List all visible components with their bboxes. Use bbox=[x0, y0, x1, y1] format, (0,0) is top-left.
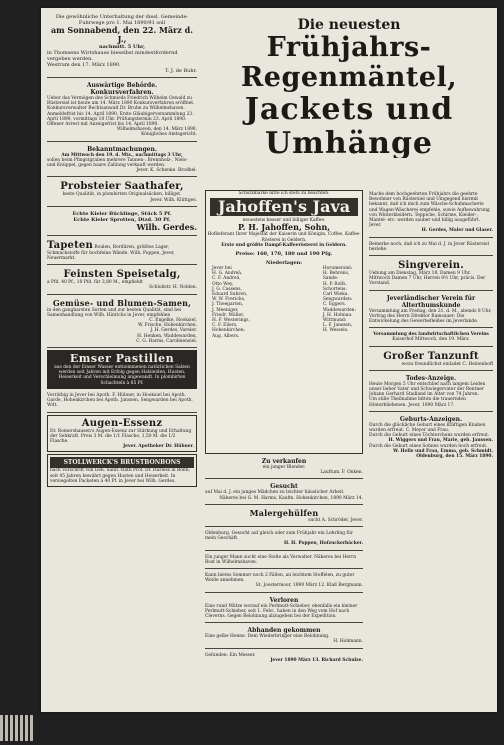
intro-line: Fuhrwege pro 1. Mai 1890/91 soll bbox=[78, 20, 166, 26]
verkaufen-text: ein junger Blender. bbox=[262, 465, 306, 470]
java-sub3: Erste und größte Dampf-Kaffeerösterei in Geldern. bbox=[221, 242, 347, 248]
intro-line: in Thomsens Wirtshause hieselbst mindestfordernd bbox=[47, 50, 178, 56]
pastillen-text: aus den der Emser Wasser entnommenen natürlichen Salzen werden seit Jahren mit Erfolg gegen Halsleiden, Husten, Heiserkeit und Verschleimung angewandt. In plombirten Schachteln à 85 Pf. bbox=[54, 365, 190, 386]
emser-pastillen-ad bbox=[47, 350, 197, 389]
bekanntmachung-notice bbox=[47, 144, 197, 178]
speisetalg-title: Feinsten Speisetalg, bbox=[63, 269, 181, 281]
konkurs-title: Konkursverfahren. bbox=[90, 89, 154, 96]
bekannt-title: Bekanntmachungen. bbox=[87, 145, 157, 153]
java-places-right bbox=[323, 266, 356, 339]
gemuese-name: C. G. Harms, Carolinensiel. bbox=[136, 338, 197, 344]
verloren-text: Eine rund Mütze worauf ein Perlmutt-Schieber, ebenfalls ein kleiner Perlmutt-Schieber, seit 1. Febr., haben in den Weg vom Hof nach Cleverns. Gegen Belohnung abzugeben bei der Expedition. bbox=[205, 603, 358, 620]
java-niederlagen: Niederlagen: bbox=[265, 260, 303, 267]
kieler-line: Echte Kieler Bücklinge, Stück 5 Pf. bbox=[72, 210, 172, 217]
augen-title: Augen-Essenz bbox=[81, 417, 163, 429]
intro-line: Die gewöhnliche Unterhaltung der diesl. Gemeinde- bbox=[55, 14, 189, 20]
pastillen-title: Emser Pastillen bbox=[69, 352, 175, 366]
geburt-ad bbox=[369, 414, 493, 462]
place: H. G. Andreä, bbox=[212, 271, 243, 277]
tapeten-title: Tapeten bbox=[47, 239, 93, 251]
announcement-roads bbox=[47, 12, 197, 78]
geburt-text1: Durch die glückliche Geburt eines kräftigen Knaben wurden erfreut. C. Meyer und Frau. bbox=[369, 422, 486, 434]
intro-line: nachmitt. 5 Uhr, bbox=[98, 44, 146, 50]
tanz-ad bbox=[369, 349, 493, 371]
augen-essenz-ad bbox=[47, 415, 197, 453]
kieler-sign: Wilh. Gerdes. bbox=[136, 221, 197, 232]
jever-text: Versammlung am Freitag, den 21. d. M., abends 8 Uhr, Vortrag des Herrn Direktor Ramsauer: Die Entwickelung des Gewerbefleißes im Jeverlande. bbox=[369, 308, 492, 325]
java-prices: Preise: 160, 170, 180 und 190 Pfg. bbox=[235, 251, 333, 258]
intro-ad bbox=[369, 190, 493, 238]
place: W. W. Frerichs, bbox=[212, 297, 246, 303]
todes-sign: Um stille Theilnahme bitten die trauernden Hinterbliebenen. Jever, 1890 März 17. bbox=[369, 397, 466, 408]
bemerke-text: Bemerke noch, daß ich zu Mai d. J. in Jever Rüstersiel beziehe. bbox=[369, 241, 490, 252]
place: H. Behrens, bbox=[322, 271, 350, 277]
abhanden-text: Eine gelbe Henne. Dem Wiederbringer eine Belohnung. bbox=[205, 634, 330, 640]
maler-title: Malergehülfen bbox=[249, 507, 319, 518]
behoerde-title: Auswärtige Behörde. bbox=[86, 82, 158, 89]
mendelsohn-banner-ad bbox=[205, 18, 493, 158]
oldenburg-sign: H. H. Poppen, Hofzuckerbäcker. bbox=[283, 541, 363, 547]
singverein-ad bbox=[369, 258, 493, 291]
augen-text: Dr. Romershausen's Augen-Essenz zur Stärkung und Erhaltung der Sehkraft. Preis 3 M. die 1/1 Flasche, 1,50 M. die 1/2 Flasche. bbox=[50, 428, 192, 444]
java-top: Schutzmarke bitte ich stets zu beachten. bbox=[238, 191, 330, 196]
java-sub2: Hoflieferant Ihrer Majestät der Kaiserin und Königin, Coffee, Kaffee-Rösterei in Geldern. bbox=[207, 232, 361, 243]
place: H. Wessels. bbox=[322, 328, 349, 334]
place: Hohenkirchen: bbox=[212, 328, 246, 334]
intro-line: am Sonnabend, den 22. März d. J., bbox=[51, 25, 193, 44]
bemerke-ad bbox=[369, 240, 493, 256]
library-logo bbox=[0, 715, 50, 745]
todes-ad bbox=[369, 373, 493, 412]
tanz-text: wozu freundlichst einladet C. Heinenhoff bbox=[401, 361, 493, 367]
java-places-left bbox=[212, 266, 250, 339]
place: Aug. Albers. bbox=[212, 333, 240, 339]
middle-column bbox=[205, 456, 363, 708]
gemuese-name: W. Frische, Hohenkirchen. bbox=[137, 323, 197, 329]
speisetalg-sign: Schloßstr. H. Noblen. bbox=[149, 285, 197, 291]
intro-line: vergeben werden. bbox=[47, 56, 93, 62]
kann-sign: St. Joostermoor, 1890 März 12. Klaß Bergmann. bbox=[255, 583, 363, 589]
saathafer-ad bbox=[47, 179, 197, 206]
place: Carl Wieka. bbox=[322, 292, 349, 298]
geburt-sign2: H. Wiggers und Frau, Marie, geb. Janssen. bbox=[388, 438, 493, 444]
stollwerck-text: nach Vorschrift von Geh. Sanit.-Rath Prof. Dr. Harless in Bonn; seit 45 Jahren bewährt gegen Husten und Heiserkeit. In versiegelten Packeten à 40 Pf. in Jever bei Wilh. Gerdes. bbox=[50, 468, 191, 484]
gemuese-title: Gemüse- und Blumen-Samen, bbox=[52, 297, 192, 308]
gemuese-ad bbox=[47, 297, 197, 348]
intro-sign: H. Gerdes, Maler und Glaser. bbox=[421, 228, 493, 234]
java-firm: P. H. Jahoffen, Sohn, bbox=[237, 222, 331, 233]
vers-text: Kaiserhof Mittwoch, den 19. März. bbox=[392, 337, 470, 343]
gemuese-text: in den gangbarsten Sorten und zur besten Qualität, sind bei Samenhandlung von Wilh. Hinrichs in Jever, empfehlen bbox=[47, 307, 182, 318]
geburt-sign3: W. Helle und Frau, Emma, geb. Schmidt. Oldenburg, den 15. März 1890. bbox=[393, 448, 493, 460]
place: H. F. Westerings, bbox=[212, 318, 250, 324]
speisetalg-text: a Pfd. 40 Pf., 10 Pfd. für 3,80 M., empfiehlt bbox=[47, 280, 143, 286]
abhanden-ad bbox=[205, 625, 363, 648]
tapeten-text: Roulen, Bordüren, größtes Lager, Schmuckstoffe für hochfeine Wände. Wilh. Poppen, Jever, Neuermarkt. bbox=[47, 244, 175, 262]
knecht-text: Ein junger Mann sucht eine Stelle als Verwalter. Näheres bei Herrn Bost in Wilhelmshaven. bbox=[205, 554, 357, 565]
tapeten-ad bbox=[47, 238, 197, 265]
saathafer-text: beste Qualität, in plombirten Originalsäcken, billigst. bbox=[62, 192, 182, 198]
knecht-ad bbox=[205, 553, 363, 569]
place: Sande: bbox=[322, 276, 339, 282]
gesucht-ad bbox=[205, 481, 363, 504]
abhanden-title: Abhanden gekommen bbox=[247, 627, 321, 635]
place: Horumersiel: bbox=[322, 266, 353, 272]
place: L. F. Janssen, bbox=[322, 323, 353, 329]
gefunden-sign: Jever 1890 März 13. Richard Schulze. bbox=[270, 657, 363, 663]
verloren-title: Verloren bbox=[269, 596, 299, 604]
place: Eduard Suhren, bbox=[212, 292, 248, 298]
verkaufen-ad bbox=[205, 456, 363, 479]
oldenburg-text: Oldenburg. Gesucht auf gleich oder zum Frühjahr ein Lehrling für mein Geschäft. bbox=[205, 531, 353, 542]
verkaufen-sign: Lauftum. F. Onken. bbox=[320, 470, 363, 476]
singverein-text: Uebung am Dienstag, März 18, Damen 9 Uhr. Mittwoch Damen 7 Uhr, Herren 8½ Uhr, präcis. Der Vorstand. bbox=[369, 271, 486, 287]
todes-text: Heute Morgen 5 Uhr entschlief nach langem Leiden unser lieber Vater und Schwiegervater der Rentner Johann Gerhard Stadland im Alter von 74 Jahren. bbox=[369, 381, 486, 398]
verloren-ad bbox=[205, 595, 363, 624]
left-column bbox=[47, 12, 197, 708]
bekannt-sign: Jever. K. Schenke. Brodbel. bbox=[136, 168, 197, 174]
banner-line3: Jackets und Umhänge bbox=[244, 92, 454, 158]
konkurs-sign: Königliches Amtsgericht. bbox=[141, 132, 197, 138]
konkurs-notice bbox=[47, 80, 197, 142]
geburt-text3: Durch die Geburt eines Sohnes wurden hoch erfreut. bbox=[369, 443, 488, 449]
gesucht-sign: Näheres bei G. M. Harms, Kaufm. Hohenkirchen, 1890 März 14. bbox=[219, 495, 363, 501]
gemuese-name: C. Engelke, Hooksiel. bbox=[149, 318, 197, 324]
java-sub1: neuestens besser und billiger Kaffee. bbox=[242, 218, 326, 224]
place: Otto Wey, bbox=[212, 281, 234, 287]
vers-title: Versammlung des landwirtschaftlichen Vereins bbox=[373, 332, 489, 338]
tanz-title: Großer Tanzunft bbox=[383, 350, 479, 362]
place: J. Theegarten, bbox=[212, 302, 244, 308]
bekannt-sub: Am Mittwoch den 19. d. Mts., nachmittags 3 Uhr, bbox=[61, 152, 183, 158]
gefunden-text: Gefunden: Ein Messer. bbox=[205, 652, 256, 658]
stollwerck-title: STOLLWERCK'S BRUSTBONBONS bbox=[50, 457, 194, 468]
place: Schortens: bbox=[322, 286, 347, 292]
konkurs-sign: Wilhelmshaven, den 14. März 1890. bbox=[116, 127, 197, 133]
abhanden-sign: H. Hohmann. bbox=[333, 639, 363, 645]
versammlung-ad bbox=[369, 330, 493, 346]
intro-line: Westrum den 17. März 1890. bbox=[47, 62, 121, 68]
todes-title: Todes-Anzeige. bbox=[405, 374, 457, 382]
newspaper-page bbox=[41, 8, 497, 712]
right-column bbox=[369, 190, 493, 708]
java-coffee-ad bbox=[205, 190, 363, 454]
java-places bbox=[206, 266, 362, 339]
konkurs-text: Ueber das Vermögen des Schmieds Friedrich Wilhelm Oswald zu Rüstersiel ist heute am 14. März 1890 Konkursverfahren eröffnet. Konkursverwalter Rechtsanwalt Dr. Bruhn zu Wilhelmshaven. Anmeldefrist bis 14. April 1890. Erste Gläubigerversammlung 23. April 1890, vormittags 10 Uhr. Prüfungstermin 23. April 1890. Offener Arrest mit Anzeigefrist bis 14. April 1890. bbox=[47, 96, 195, 128]
place: Jever bei bbox=[212, 266, 232, 272]
place: Waddewarden: bbox=[322, 307, 356, 313]
intro-sign: Jever. bbox=[369, 223, 382, 229]
bekannt-text: sollen beim Pfingstgraben mehrere Tannen-, Brennholz-, Niels- und Knüppel, gegen baare Zahlung verkauft werden. bbox=[47, 157, 188, 169]
saathafer-title: Probsteier Saathafer, bbox=[60, 181, 184, 193]
place: Sengwarden: bbox=[322, 297, 353, 303]
oldenburg-ad bbox=[205, 529, 363, 551]
place: J. H. Hohnau. bbox=[322, 312, 353, 318]
place: J. G. Cassens, bbox=[212, 286, 242, 292]
kieler-line: Echte Kieler Sprotten, Dtzd. 30 Pf. bbox=[73, 216, 171, 223]
verkaufen-title: Zu verkaufen bbox=[261, 458, 307, 465]
maler-text: sucht A. Schröder, Jever. bbox=[308, 517, 363, 523]
gesucht-text: auf Mai d. J. ein junges Mädchen zu leichter häuslicher Arbeit. bbox=[205, 490, 345, 496]
place: C. Eggers. bbox=[322, 302, 346, 308]
jever-title: Jeverländischer Verein für Alterthumskunde bbox=[386, 294, 476, 309]
augen-sign: Jever. Apotheker Dr. Hübner. bbox=[123, 444, 194, 450]
geburt-text2: Durch die Geburt eines Töchterchens wurden erfreut. bbox=[369, 433, 490, 439]
kann-ad bbox=[205, 571, 363, 593]
intro-text: Mache dem hochgeehrten Frühjahrs die geehrte Bewohner von Rüstersiel und Umgegend hiermit bekannt, daß ich mich zum Wäsche-Schuhmacherie und Wagen-Wäscherei empfehle, sowie Aufbewahrung von Winterkleidern. Teppiche, Schirme, Kleider-, Mantel- etc. werden sauber und billig ausgeführt. bbox=[369, 192, 490, 224]
gemuese-name: J. H. Gerdes, Vareler. bbox=[150, 328, 197, 334]
saathafer-sign: Jever. Wilh. Klüttges. bbox=[150, 197, 197, 203]
pastillen-sellers-text: Vorräthig in Jever bei Apoth. F. Hübner, in Hooksiel bei Apoth. Garde, Hohenkirchen bei Apoth. Janssen, Sengwarden bei Apoth. Witt. bbox=[47, 392, 193, 409]
singverein-title: Singverein. bbox=[398, 260, 464, 272]
intro-sign: T. J. de Buhr. bbox=[165, 68, 197, 74]
java-title: Jahoffen's Java bbox=[210, 198, 358, 216]
place: Wittmund: bbox=[322, 318, 347, 324]
pastillen-sellers bbox=[47, 391, 197, 413]
gesucht-title: Gesucht bbox=[270, 483, 298, 491]
jever-verein-ad bbox=[369, 293, 493, 329]
place: C. F. Andreä, bbox=[212, 276, 241, 282]
place: Friedr. Müller, bbox=[212, 312, 245, 318]
gefunden-ad bbox=[205, 651, 363, 666]
geburt-title: Geburts-Anzeigen. bbox=[399, 415, 463, 423]
banner-line2: Frühjahrs-Regenmäntel, bbox=[240, 32, 458, 93]
kieler-ad bbox=[47, 209, 197, 236]
kann-text: Kann bietes Sommer noch 2 Fällen, an leichtem Stoffelen, zu guter Weide annehmen. bbox=[205, 573, 355, 584]
place: C. F. Eilers. bbox=[212, 323, 238, 329]
banner-line1: Die neuesten bbox=[297, 18, 401, 33]
maler-ad bbox=[205, 507, 363, 527]
gemuese-name: H. Henken, Waddewarden. bbox=[137, 333, 197, 339]
speisetalg-ad bbox=[47, 267, 197, 294]
place: H. P. Rolfs. bbox=[322, 281, 347, 287]
stollwerck-ad bbox=[47, 454, 197, 487]
place: J. Meeniger, bbox=[212, 307, 239, 313]
